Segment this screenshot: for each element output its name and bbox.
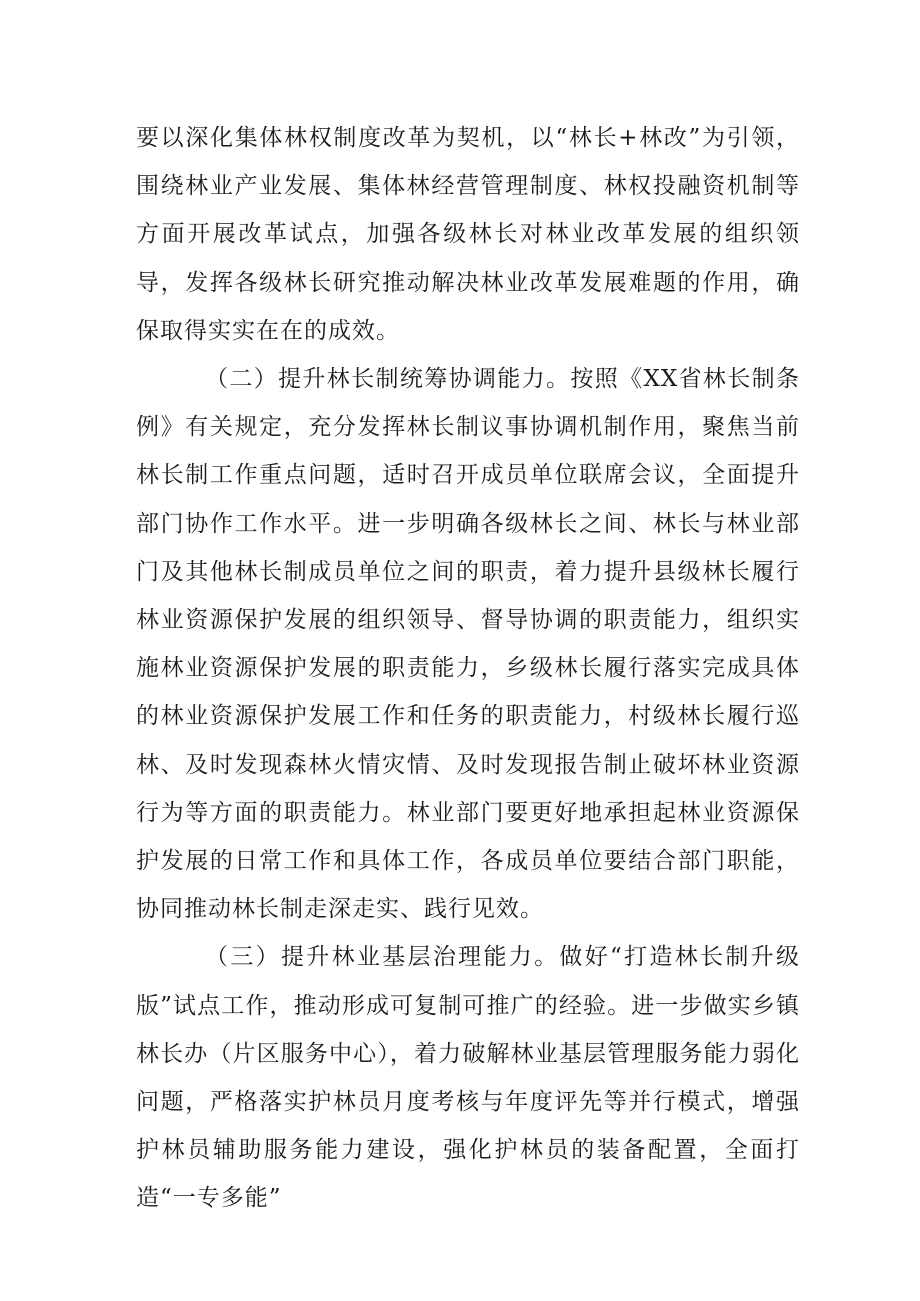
paragraph-text: 要以深化集体林权制度改革为契机，以“林长+林改”为引领，围绕林业产业发展、集体林经营管理制度、林权投融资机制等方面开展改革试点，加强各级林长对林业改革发展的组织领导，发挥各级林长研究推动解决林业改革发展难题的作用，确保取得实实在在的成效。 [136,125,800,344]
paragraph-continuation [136,114,800,355]
paragraph-text: 按照《XX省林长制条例》有关规定，充分发挥林长制议事协调机制作用，聚焦当前林长制工作重点问题，适时召开成员单位联席会议，全面提升部门协作工作水平。进一步明确各级林长之间、林长与林业部门及其他林长制成员单位之间的职责，着力提升县级林长履行林业资源保护发展的组织领导、督导协调的职责能力，组织实施林业资源保护发展的职责能力，乡级林长履行落实完成具体的林业资源保护发展工作和任务的职责能力，村级林长履行巡林、及时发现森林火情灾情、及时发现报告制止破坏林业资源行为等方面的职责能力。林业部门要更好地承担起林业资源保护发展的日常工作和具体工作，各成员单位要结合部门职能，协同推动林长制走深走实、践行见效。 [136,366,801,923]
paragraph-text: 做好“打造林长制升级版”试点工作，推动形成可复制可推广的经验。进一步做实乡镇林长办（片区服务中心），着力破解林业基层管理服务能力弱化问题，严格落实护林员月度考核与年度评先等并行模式，增强护林员辅助服务能力建设，强化护林员的装备配置，全面打造“一专多能” [136,944,800,1212]
paragraph-section-2 [136,355,800,933]
document-body [136,114,800,1223]
section-heading: （二）提升林长制统筹协调能力。 [205,366,571,393]
paragraph-section-3 [136,933,800,1222]
section-heading: （三）提升林业基层治理能力。 [205,944,560,971]
